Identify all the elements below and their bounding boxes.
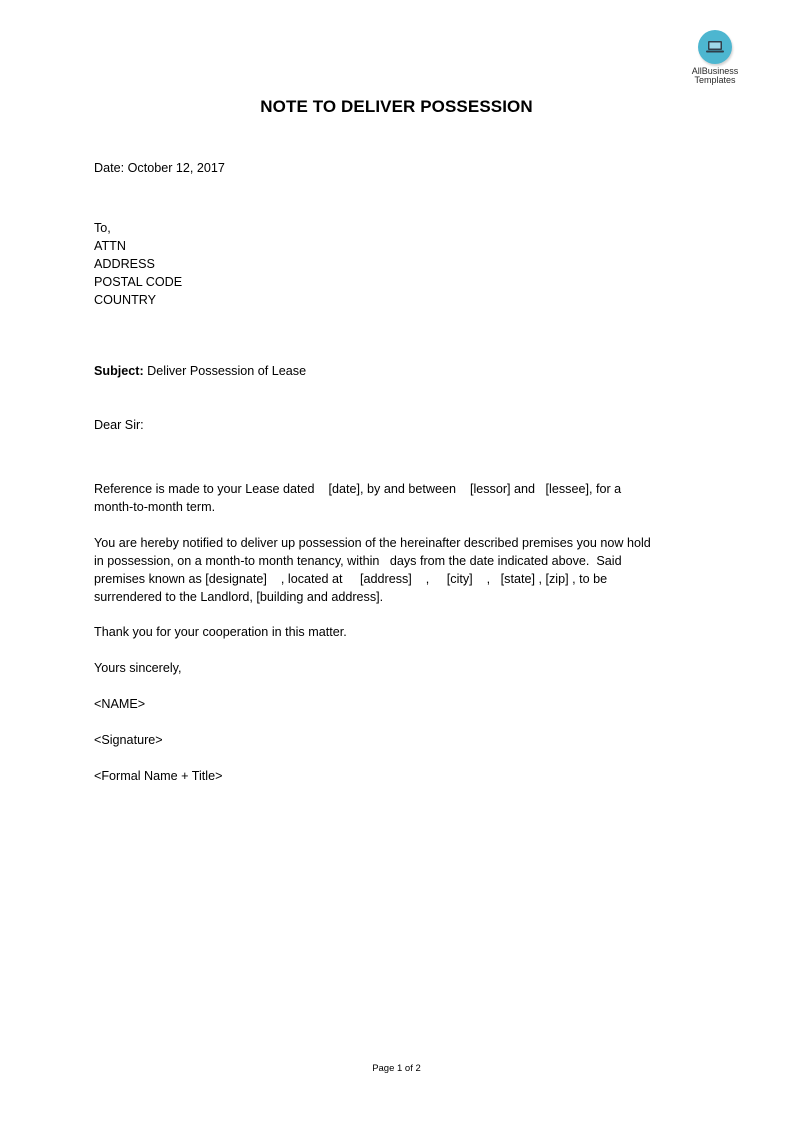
brand-line-1: AllBusiness (691, 66, 739, 76)
subject-label: Subject: (94, 364, 144, 378)
page-number: Page 1 of 2 (372, 1063, 421, 1074)
closing-line: Yours sincerely, (94, 661, 182, 675)
paragraph-reference: Reference is made to your Lease dated [date], by and between [lessor] and [lessee], for a month-to-month term. (94, 482, 622, 514)
recipient-postal-code: POSTAL CODE (94, 275, 183, 289)
recipient-address: ADDRESS (94, 257, 155, 271)
recipient-attn: ATTN (94, 239, 126, 253)
paragraph-notice: You are hereby notified to deliver up possession of the hereinafter described premises you now hold in possession, on a month-to month tenancy, within days from the date indicated above. Said premises known as [designate] , located at [address] , [city] , [state] , [zip] , to be surrendered to the Landlord, [building and address]. (94, 536, 651, 604)
brand-line-2: Templates (694, 75, 736, 85)
signature-placeholder: <Signature> (94, 733, 163, 747)
recipient-country: COUNTRY (94, 293, 157, 307)
document-title: NOTE TO DELIVER POSSESSION (260, 97, 533, 116)
name-placeholder: <NAME> (94, 697, 146, 711)
brand-logo (684, 30, 746, 85)
salutation: Dear Sir: (94, 418, 144, 432)
recipient-to: To, (94, 221, 111, 235)
subject-line (94, 362, 694, 380)
thanks-line: Thank you for your cooperation in this matter. (94, 625, 347, 639)
laptop-icon (698, 30, 732, 64)
date-line: Date: October 12, 2017 (94, 161, 225, 175)
formal-name-placeholder: <Formal Name + Title> (94, 769, 223, 783)
subject-text: Deliver Possession of Lease (143, 364, 307, 378)
brand-name (684, 67, 746, 85)
